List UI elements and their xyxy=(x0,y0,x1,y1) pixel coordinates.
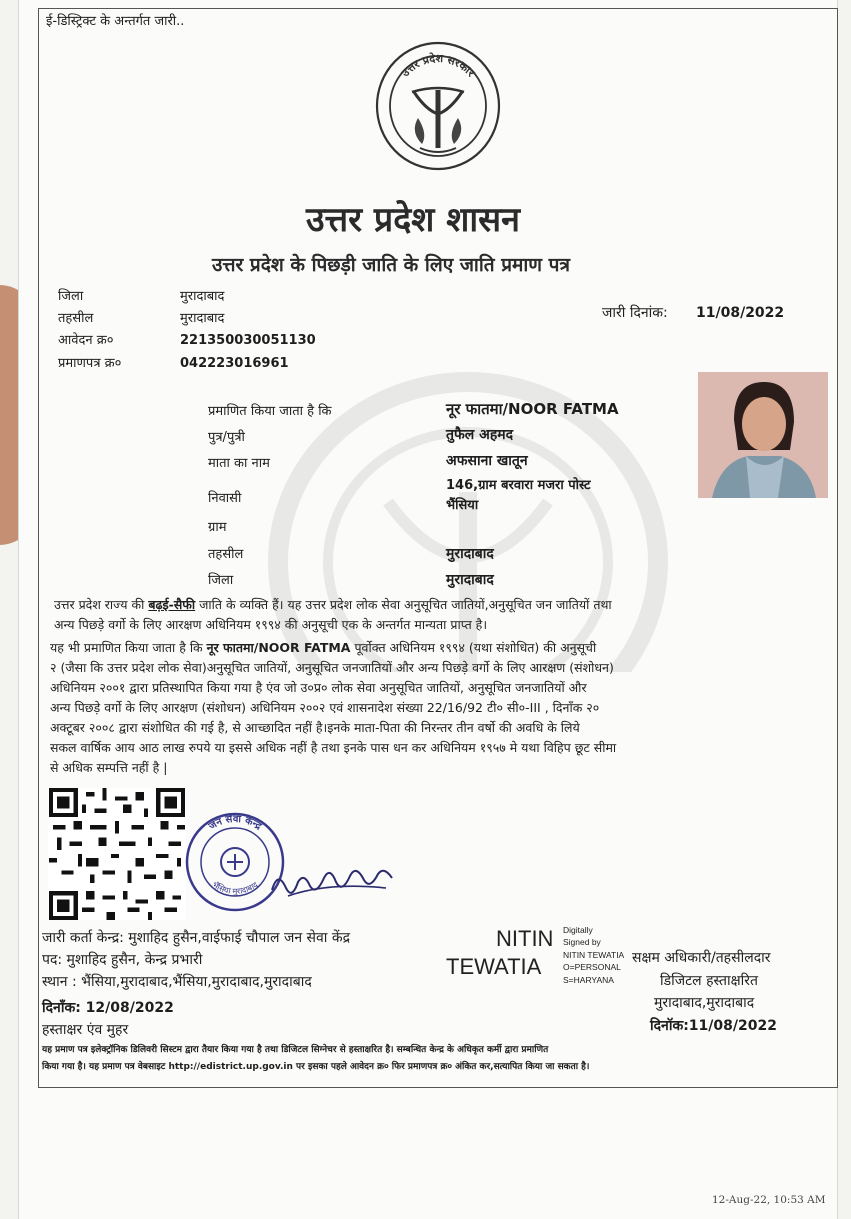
district-label: जिला xyxy=(58,289,84,304)
child-of-label: पुत्र/पुत्री xyxy=(208,430,245,445)
sig-line-4: O=PERSONAL xyxy=(563,962,621,972)
detail-district-label: जिला xyxy=(208,573,234,588)
issue-date-label: जारी दिनांक: xyxy=(602,305,668,321)
svg-text:भैंसिया मुरादाबाद xyxy=(211,879,260,897)
svg-text:उत्तर प्रदेश सरकार xyxy=(398,51,478,80)
sig-line-1: Digitally xyxy=(563,925,593,935)
issue-date: 11/08/2022 xyxy=(696,305,785,321)
sig-line-2: Signed by xyxy=(563,937,601,947)
p2-line4: अन्य पिछड़े वर्गो के लिए आरक्षण (संशोधन) अधिनियम २००२ एवं शासनादेश संख्या 22/16/92 टी० सी०-III , दिनाँक २० xyxy=(50,700,600,715)
issuing-center: जारी कर्ता केन्द्र: मुशाहिद हुसैन,वाईफाई चौपाल जन सेवा केंद्र xyxy=(42,930,351,946)
svg-text:जन सेवा केन्द्र xyxy=(206,812,264,833)
certificate-number-label: प्रमाणपत्र क्र० xyxy=(58,356,122,371)
village-label: ग्राम xyxy=(208,520,227,535)
issuer-post: पद: मुशाहिद हुसैन, केन्द्र प्रभारी xyxy=(42,952,203,968)
footer-line-1: यह प्रमाण पत्र इलेक्ट्रॉनिक डिलिवरी सिस्टम द्वारा तैयार किया गया है तथा डिजिटल सिग्नेचर से हस्ताक्षरित है। सम्बन्धित केन्द्र के अधिकृत कर्मी द्वारा प्रमाणित xyxy=(42,1045,549,1055)
certificate-number: 042223016961 xyxy=(180,356,289,371)
emblem-text: उत्तर प्रदेश सरकार xyxy=(398,51,478,80)
sig-line-3: NITIN TEWATIA xyxy=(563,950,625,960)
page-title: उत्तर प्रदेश शासन xyxy=(306,200,521,240)
p2-line5: अक्टूबर २००८ द्वारा संशोधित की गई है, से आच्छादित नहीं है।इनके माता-पिता की निरन्तर तीन वर्षो की अवधि के लिये xyxy=(50,720,580,735)
address-line-2: भैंसिया xyxy=(446,498,479,513)
p2-person-name: नूर फातमा/NOOR FATMA xyxy=(206,640,351,655)
paragraph-certification xyxy=(50,638,820,778)
qr-code xyxy=(48,788,186,920)
up-emblem xyxy=(374,40,502,172)
applicant-photo xyxy=(698,372,828,498)
signer-name-2: TEWATIA xyxy=(446,954,542,979)
address-line-1: 146,ग्राम बरवारा मजरा पोस्ट xyxy=(446,478,591,493)
issuer-place: स्थान : भैंसिया,मुरादाबाद,भैंसिया,मुरादाबाद,मुरादाबाद xyxy=(42,974,312,990)
p2-line1-post: पूर्वोक्त अधिनियम १९९४ (यथा संशोधित) की अनुसूची xyxy=(354,640,597,655)
e-district-note: ई-डिस्ट्रिक्ट के अन्तर्गत जारी.. xyxy=(46,14,185,29)
detail-tehsil-label: तहसील xyxy=(208,547,244,562)
tehsil-value: मुरादाबाद xyxy=(180,311,225,326)
handwritten-signature xyxy=(268,852,396,912)
detail-district-value: मुरादाबाद xyxy=(446,572,494,588)
photo-timestamp: 12-Aug-22, 10:53 AM xyxy=(712,1194,826,1206)
authority-date: दिनॉक:11/08/2022 xyxy=(650,1018,777,1034)
caste-name: बढ़ई-सैफी xyxy=(148,597,196,612)
person-name: नूर फातमा/NOOR FATMA xyxy=(446,400,619,418)
district-value: मुरादाबाद xyxy=(180,289,225,304)
stamp-top-text: जन सेवा केन्द्र xyxy=(206,813,264,833)
authority-title: सक्षम अधिकारी/तहसीलदार xyxy=(632,950,771,966)
issuer-sign-label: हस्ताक्षर एंव मुहर xyxy=(42,1022,129,1038)
authority-place: मुरादाबाद,मुरादाबाद xyxy=(654,995,755,1011)
footer-line-2: किया गया है। यह प्रमाण पत्र वेबसाइट http://edistrict.up.gov.in पर इसका पहले आवेदन क्र० फिर प्रमाणपत्र क्र० अंकित कर,सत्यापित किया जा सकता है। xyxy=(42,1062,590,1072)
application-label: आवेदन क्र० xyxy=(58,333,114,348)
p1-line1-post: जाति के व्यक्ति हैं। यह उत्तर प्रदेश लोक सेवा अनुसूचित जातियों,अनुसूचित जन जातियों तथा xyxy=(199,597,612,612)
p2-line6: सकल वार्षिक आय आठ लाख रुपये या इससे अधिक नहीं है तथा इनके पास धन कर अधिनियम १९५७ मे यथा विहिप छूट सीमा xyxy=(50,740,617,755)
detail-tehsil-value: मुरादाबाद xyxy=(446,546,494,562)
authority-signed: डिजिटल हस्ताक्षरित xyxy=(660,973,758,989)
signer-name-1: NITIN xyxy=(496,926,554,951)
application-number: 221350030051130 xyxy=(180,333,316,348)
stamp-bottom-text: भैंसिया मुरादाबाद xyxy=(210,880,260,896)
certified-label: प्रमाणित किया जाता है कि xyxy=(208,404,332,419)
p2-line1-pre: यह भी प्रमाणित किया जाता है कि xyxy=(50,640,203,655)
resident-label: निवासी xyxy=(208,491,242,506)
father-name: तुफैल अहमद xyxy=(446,427,514,443)
p2-line2: २ (जैसा कि उत्तर प्रदेश लोक सेवा)अनुसूचित जातियों, अनुसूचित जनजातियों और अन्य पिछड़े वर्गो के लिए आरक्षण (संशोधन) xyxy=(50,660,614,675)
p2-line7: से अधिक सम्पत्ति नहीं है | xyxy=(50,760,168,775)
issuer-date: दिनाँक: 12/08/2022 xyxy=(42,1000,174,1016)
p1-line1-pre: उत्तर प्रदेश राज्य की xyxy=(54,597,145,612)
tehsil-label: तहसील xyxy=(58,311,94,326)
sig-line-5: S=HARYANA xyxy=(563,975,614,985)
mother-name: अफसाना खातून xyxy=(446,453,528,469)
paragraph-caste xyxy=(54,595,814,635)
p1-line2: अन्य पिछड़े वर्गो के लिए आरक्षण अधिनियम १९९४ की अनुसूची एक के अन्तर्गत मान्यता प्राप्त है। xyxy=(54,617,488,632)
p2-line3: अधिनियम २००१ द्वारा प्रतिस्थापित किया गया है एंव जो उ०प्र० लोक सेवा अनुसूचित जातियों, अनुसूचित जनजातियों और xyxy=(50,680,587,695)
certificate-subtitle: उत्तर प्रदेश के पिछड़ी जाति के लिए जाति प्रमाण पत्र xyxy=(212,254,570,276)
mother-label: माता का नाम xyxy=(208,456,270,471)
